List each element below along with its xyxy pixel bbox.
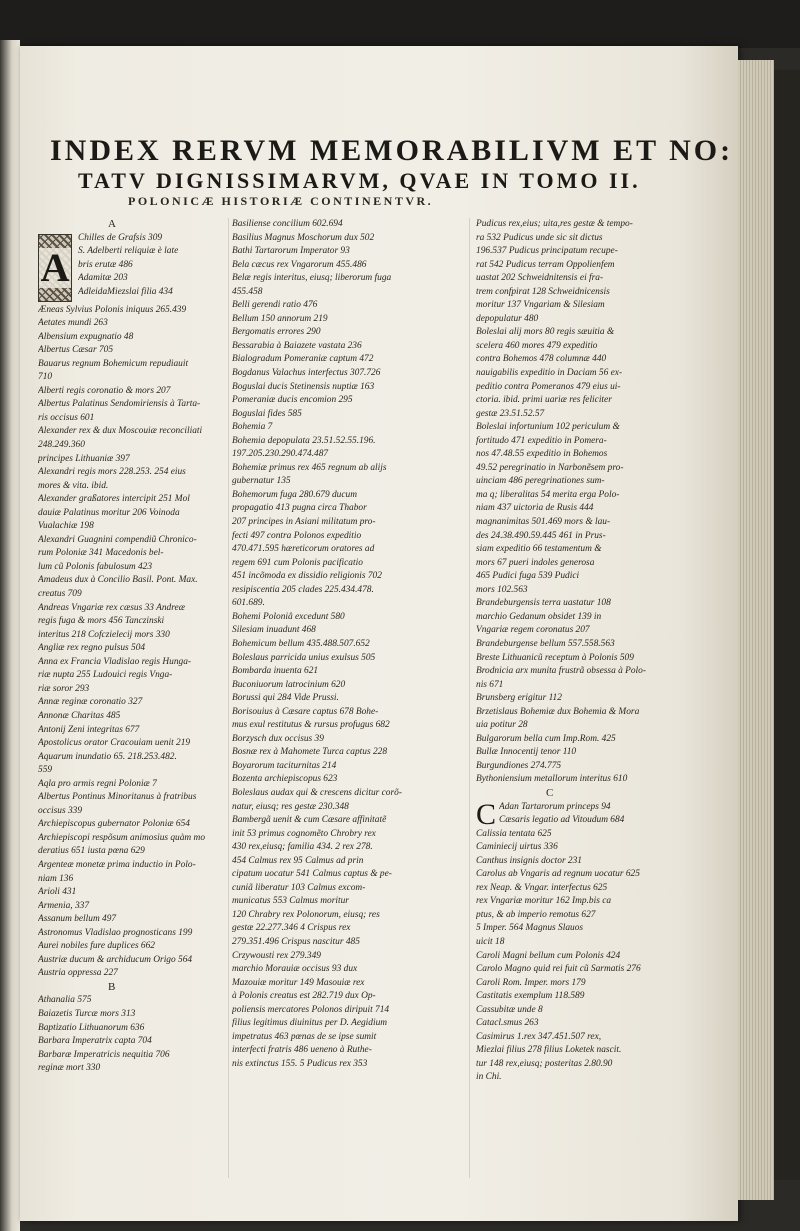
index-entry: Vngariæ regem coronatus 207 <box>476 625 590 636</box>
index-entry: Adamitæ 203 <box>78 273 128 284</box>
index-entry: lum cũ Polonis fabulosum 423 <box>38 561 153 572</box>
index-entry: Albertus Pontinus Minoritanus à fratribus <box>38 792 197 803</box>
index-entry: Austria oppressa 227 <box>38 968 118 979</box>
index-entry: Caminiecij uirtus 336 <box>476 842 558 853</box>
book-spine <box>0 40 20 1231</box>
index-entry: 279.351.496 Crispus nascitur 485 <box>232 936 360 947</box>
index-entry: Calissia tentata 625 <box>476 828 552 839</box>
index-entry: fortitudo 471 expeditio in Pomera- <box>476 435 607 446</box>
index-entry: propagatio 413 pugna circa Thabor <box>232 503 367 514</box>
index-entry: Assanum bellum 497 <box>38 914 117 925</box>
index-entry: AdleidaMiezslai filia 434 <box>78 286 173 297</box>
index-entry: Carolus ab Vngaris ad regnum uocatur 625 <box>476 869 640 880</box>
index-entry: Mazouiæ moritur 149 Masouiæ rex <box>232 977 365 988</box>
index-entry: Bohemorum fuga 280.679 ducum <box>232 489 357 500</box>
index-column-1 <box>38 218 223 1178</box>
index-entry: Belli gerendi ratio 476 <box>232 300 318 311</box>
index-entry: rex Vngariæ moritur 162 Imp.bis ca <box>476 896 612 907</box>
index-entry: Bessarabia à Baiazete vastata 236 <box>232 340 362 351</box>
index-entry: Bohemi Poloniâ excedunt 580 <box>232 611 345 622</box>
index-entry: deratius 651 iusta pœna 629 <box>38 846 145 857</box>
entries-a <box>38 304 223 981</box>
index-entry: Alexander graßatores intercipit 251 Mol <box>38 494 190 505</box>
index-entry: mus exul restitutus & rursus profugus 682 <box>232 720 390 731</box>
index-entry: Anna ex Francia Vladislao regis Hunga- <box>38 656 192 667</box>
index-entry: Alexander rex & dux Moscouiæ reconciliati <box>38 426 203 437</box>
index-entry: impetratus 463 pœnas de se ipse sumit <box>232 1031 377 1042</box>
index-entry: riæ nupta 255 Ludouici regis Vnga- <box>38 670 173 681</box>
index-entry: Bohemicum bellum 435.488.507.652 <box>232 638 370 649</box>
index-entry: 207 principes in Asiani militatum pro- <box>232 517 376 528</box>
index-entry: regis fuga & mors 456 Tanczinski <box>38 616 165 627</box>
section-letter-a: A <box>108 218 116 230</box>
index-entry: interitus 218 Cofczielecij mors 330 <box>38 629 170 640</box>
index-entry: 465 Pudici fuga 539 Pudici <box>476 571 580 582</box>
index-entry: magnanimitas 501.469 mors & lau- <box>476 517 611 528</box>
index-entry: Alexandri Guagnini compendiũ Chronico- <box>38 534 197 545</box>
index-entry: 451 incõmoda ex dissidio religionis 702 <box>232 571 382 582</box>
index-entry: fecti 497 contra Polonos expeditio <box>232 530 362 541</box>
index-entry: Barbaræ Imperatricis nequitia 706 <box>38 1049 170 1060</box>
index-entry: Belæ regis interitus, eiusq; liberorum fuga <box>232 273 392 284</box>
index-entry: Crzywousti rex 279.349 <box>232 950 321 961</box>
index-column-2 <box>232 218 462 1178</box>
index-entry: 196.537 Pudicus principatum recupe- <box>476 246 618 257</box>
index-entry: dauiæ Palatinus moritur 206 Voinoda <box>38 507 180 518</box>
index-entry: reginæ mort 330 <box>38 1063 101 1074</box>
index-entry: 454 Calmus rex 95 Calmus ad prin <box>232 855 364 866</box>
index-entry: Borisouius à Cæsare captus 678 Bohe- <box>232 706 379 717</box>
index-entry: niam 437 uictoria de Rusis 444 <box>476 503 594 514</box>
index-entry: uia potitur 28 <box>476 720 528 731</box>
index-entry: Annæ reginæ coronatio 327 <box>38 697 143 708</box>
index-entry: nis extinctus 155. 5 Pudicus rex 353 <box>232 1058 368 1069</box>
index-entry: depopulatur 480 <box>476 313 539 324</box>
index-entry: rex Neap. & Vngar. interfectus 625 <box>476 882 608 893</box>
index-entry: Angliæ rex regno pulsus 504 <box>38 643 146 654</box>
index-entry: cuniã liberatur 103 Calmus excom- <box>232 882 366 893</box>
index-entry: Boguslai fides 585 <box>232 408 302 419</box>
background-right <box>774 70 800 1180</box>
index-entry: Borzysch dux occisus 39 <box>232 733 324 744</box>
index-entry: Boleslaus audax qui & crescens dicitur corõ- <box>232 787 402 798</box>
index-entry: uicit 18 <box>476 936 505 947</box>
index-entry: resipiscentia 205 clades 225.434.478. <box>232 584 374 595</box>
index-entry: Basilius Magnus Moschorum dux 502 <box>232 232 375 243</box>
index-entry: Astronomus Vladislao prognosticans 199 <box>38 927 193 938</box>
index-entry: 601.689. <box>232 598 265 609</box>
index-entry: 248.249.360 <box>38 440 85 451</box>
index-entry: Castitatis exemplum 118.589 <box>476 991 585 1002</box>
index-entry: Brunsberg erigitur 112 <box>476 693 562 704</box>
index-entry: Boleslai alij mors 80 regis sæuitia & <box>476 327 615 338</box>
index-entry: Antonij Zeni integritas 677 <box>38 724 140 735</box>
index-entry: 455.458 <box>232 286 263 297</box>
index-entry: Argenteæ monetæ prima inductio in Polo- <box>38 859 196 870</box>
drop-cap-c: C <box>476 797 497 831</box>
index-entry: gestæ 23.51.52.57 <box>476 408 545 419</box>
index-entry: Barbara Imperatrix capta 704 <box>38 1036 152 1047</box>
index-entry: Bullæ Innocentij tenor 110 <box>476 747 577 758</box>
index-entry: init 53 primus cognomẽto Chrobry rex <box>232 828 376 839</box>
index-entry: Caroli Magni bellum cum Polonis 424 <box>476 950 621 961</box>
index-entry: Bohemia 7 <box>232 422 273 433</box>
index-title: INDEX RERVM MEMORABILIVM ET NO: <box>50 134 734 167</box>
entries-c-first <box>476 797 706 831</box>
index-entry: tur 148 rex,eiusq; posteritas 2.80.90 <box>476 1058 613 1069</box>
index-entry: Alexandri regis mors 228.253. 254 eius <box>38 467 186 478</box>
index-entry: Breste Lithuanicũ receptum à Polonis 509 <box>476 652 634 663</box>
index-entry: nis 671 <box>476 679 504 690</box>
index-entry: Chilles de Grafsis 309 <box>78 232 163 243</box>
index-entry: gubernatur 135 <box>232 476 291 487</box>
index-entry: Borussi qui 284 Vide Prussi. <box>232 693 339 704</box>
index-entry: 120 Chrabry rex Polonorum, eiusq; res <box>232 909 380 920</box>
index-entry: trem confpirat 128 Schweidnicensis <box>476 286 610 297</box>
index-entry: Austriæ ducum & archiducum Origo 564 <box>38 954 193 965</box>
index-entry: filius legitimus diuinitus per D. Aegidium <box>232 1018 388 1029</box>
index-entry: municatus 553 Calmus moritur <box>232 896 349 907</box>
index-entry: peditio contra Pomeranos 479 eius ui- <box>476 381 621 392</box>
index-entry: Bialogradum Pomeraniæ captum 472 <box>232 354 374 365</box>
index-entry: Archiepiscopi respõsum animosius quàm mo <box>38 832 206 843</box>
index-entry: Pudicus rex,eius; uita,res gestæ & tempo- <box>476 219 633 229</box>
index-entry: ra 532 Pudicus unde sic sit dictus <box>476 232 603 243</box>
index-entry: mors 102.563 <box>476 584 528 595</box>
index-entry: in Chi. <box>476 1072 502 1083</box>
index-entry: Pomeraniæ ducis encomion 295 <box>232 395 353 406</box>
index-entry: ctoria. ibid. primi uariæ res feliciter <box>476 395 612 406</box>
index-entry: Boyarorum taciturnitas 214 <box>232 760 337 771</box>
index-entry: 470.471.595 hæreticorum oratores ad <box>232 544 375 555</box>
index-entry: nos 47.48.55 expeditio in Bohemos <box>476 449 608 460</box>
index-entry: Æneas Sylvius Polonis iniquus 265.439 <box>38 304 187 315</box>
index-entry: Annonæ Charitas 485 <box>38 710 121 721</box>
index-entry: Boguslai ducis Stetinensis nuptiæ 163 <box>232 381 375 392</box>
index-entry: à Polonis creatus est 282.719 dux Op- <box>232 991 376 1002</box>
index-entry: Bosnæ rex à Mahomete Turca captus 228 <box>232 747 388 758</box>
index-entry: interfecti fratris 486 ueneno à Ruthe- <box>232 1045 372 1056</box>
index-entry: Arioli 431 <box>38 887 77 898</box>
index-entry: Cassubitæ unde 8 <box>476 1004 543 1015</box>
index-entry: Alberti regis coronatio & mors 207 <box>38 385 171 396</box>
column-divider <box>228 218 229 1178</box>
index-entry: creatus 709 <box>38 589 82 600</box>
index-entry: riæ soror 293 <box>38 683 90 694</box>
index-entry: nauigabilis expeditio in Daciam 56 ex- <box>476 368 623 379</box>
index-entry: Miezlai filius 278 filius Loketek nascit. <box>476 1045 622 1056</box>
index-entry: ma q; liberalitas 54 merita erga Polo- <box>476 489 620 500</box>
index-subtitle-2: POLONICÆ HISTORIÆ CONTINENTVR. <box>128 194 434 208</box>
index-entry: Bombarda inuenta 621 <box>232 666 319 677</box>
index-entry: Bellum 150 annorum 219 <box>232 313 328 324</box>
section-letter-c: C <box>546 786 554 799</box>
index-entry: 710 <box>38 372 53 383</box>
index-entry: regem 691 cum Polonis pacificatio <box>232 557 363 568</box>
index-entry: Bela cæcus rex Vngarorum 455.486 <box>232 259 367 270</box>
index-entry: Armenia, 337 <box>38 900 90 911</box>
index-entry: Cæsaris legatio ad Vitoudum 684 <box>499 815 625 826</box>
index-entry: Bogdanus Valachus interfectus 307.726 <box>232 368 381 379</box>
index-entry: rum Poloniæ 341 Macedonis bel- <box>38 548 164 559</box>
index-entry: Brodnicia arx munita frustrã obsessa à Polo- <box>476 666 646 677</box>
index-entry: Adan Tartarorum princeps 94 <box>499 801 611 812</box>
index-entry: 49.52 peregrinatio in Narbonẽsem pro- <box>476 462 624 473</box>
index-entry: rat 542 Pudicus terram Oppolienfem <box>476 259 615 270</box>
index-entry: Albertus Palatinus Sendomiriensis à Tarta- <box>38 399 201 410</box>
index-entry: natur, eiusq; res gestæ 230.348 <box>232 801 349 812</box>
entries-b-continued <box>232 218 462 1071</box>
index-entry: Boleslaus parricida unius exulsus 505 <box>232 652 376 663</box>
index-entry: 197.205.230.290.474.487 <box>232 449 329 460</box>
index-entry: mors 67 pueri indoles generosa <box>476 557 595 568</box>
index-entry: Bohemia depopulata 23.51.52.55.196. <box>232 435 376 446</box>
index-entry: Vualachiæ 198 <box>38 521 94 532</box>
index-entry: Brandeburgensis terra uastatur 108 <box>476 598 611 609</box>
page-edges <box>738 60 774 1200</box>
index-entry: occisus 339 <box>38 805 83 816</box>
entries-c <box>476 828 706 1085</box>
index-entry: Burgundiones 274.775 <box>476 760 562 771</box>
index-entry: 430 rex,eiusq; familia 434. 2 rex 278. <box>232 842 373 853</box>
index-column-3 <box>476 218 706 1178</box>
section-letter-b: B <box>108 980 116 993</box>
index-entry: Albensium expugnatio 48 <box>38 331 134 342</box>
index-entry: Athanalia 575 <box>38 995 92 1006</box>
index-entry: siam expeditio 66 testamentum & <box>476 544 602 555</box>
index-entry: Albertus Cæsar 705 <box>38 345 114 356</box>
index-entry: Aquarum inundatio 65. 218.253.482. <box>38 751 177 762</box>
index-entry: Basiliense concilium 602.694 <box>232 219 343 229</box>
index-entry: principes Lithuaniæ 397 <box>38 453 130 464</box>
index-entry: 5 Imper. 564 Magnus Slauos <box>476 923 584 934</box>
index-entry: des 24.38.490.59.445 461 in Prus- <box>476 530 606 541</box>
index-entry: Aqla pro armis regni Poloniæ 7 <box>38 778 157 789</box>
index-entry: marchio Morauiæ occisus 93 dux <box>232 964 358 975</box>
index-entry: Andreas Vngariæ rex cæsus 33 Andreæ <box>38 602 185 613</box>
index-entry: marchio Gedanum obsidet 139 in <box>476 611 602 622</box>
index-entry: Carolo Magno quid rei fuit cũ Sarmatis 276 <box>476 964 641 975</box>
index-entry: moritur 137 Vngariam & Silesiam <box>476 300 605 311</box>
index-entry: niam 136 <box>38 873 74 884</box>
index-entry: Boleslai infortunium 102 periculum & <box>476 422 620 433</box>
index-entry: S. Adelberti reliquiæ è late <box>78 246 179 257</box>
index-entry: cipatum uocatur 541 Calmus captus & pe- <box>232 869 392 880</box>
index-entry: scelera 460 mores 479 expeditio <box>476 340 598 351</box>
entries-b-end <box>476 218 706 787</box>
index-entry: Catacl.smus 263 <box>476 1018 539 1029</box>
index-entry: ris occisus 601 <box>38 412 95 423</box>
index-entry: Amadeus dux à Concilio Basil. Pont. Max. <box>38 575 198 586</box>
index-entry: Caroli Rom. Imper. mors 179 <box>476 977 586 988</box>
index-entry: Buconiuorum latrocinium 620 <box>232 679 346 690</box>
index-entry: uastat 202 Schweidnitensis ei fra- <box>476 273 604 284</box>
index-entry: Bohemiæ primus rex 465 regnum ab alijs <box>232 462 387 473</box>
index-entry: Bythoniensium metallorum interitus 610 <box>476 774 628 785</box>
index-entry: contra Bohemos 478 columnæ 440 <box>476 354 607 365</box>
index-entry: Baiazetis Turcæ mors 313 <box>38 1008 136 1019</box>
index-entry: Canthus insignis doctor 231 <box>476 855 582 866</box>
index-entry: gestæ 22.277.346 4 Crispus rex <box>232 923 351 934</box>
index-subtitle: TATV DIGNISSIMARVM, QVAE IN TOMO II. <box>78 168 641 193</box>
index-entry: Bauarus regnum Bohemicum repudiauit <box>38 358 189 369</box>
index-entry: Bulgarorum bella cum Imp.Rom. 425 <box>476 733 616 744</box>
index-entry: Apostolicus orator Cracouiam uenit 219 <box>38 738 191 749</box>
index-entry: Casimirus 1.rex 347.451.507 rex, <box>476 1031 602 1042</box>
index-entry: Brandeburgense bellum 557.558.563 <box>476 638 615 649</box>
index-entry: bris erutæ 486 <box>78 259 133 270</box>
index-entry: Aurei nobiles fure duplices 662 <box>38 941 155 952</box>
index-entry: Silesiam inuadunt 468 <box>232 625 316 636</box>
index-entry: Bathi Tartarorum Imperator 93 <box>232 246 350 257</box>
index-entry: Brzetislaus Bohemiæ dux Bohemia & Mora <box>476 706 640 717</box>
index-entry: Baptizatio Lithuanorum 636 <box>38 1022 145 1033</box>
index-entry: Bambergã uenit & cum Cæsare affinitatẽ <box>232 815 387 826</box>
column-divider <box>469 218 470 1178</box>
background-top <box>0 0 800 48</box>
index-entry: poliensis mercatores Polonos diripuit 714 <box>232 1004 390 1015</box>
index-entry: Archiepiscopus gubernator Poloniæ 654 <box>38 819 190 830</box>
index-entry: mores & vita. ibid. <box>38 480 109 491</box>
index-entry: 559 <box>38 765 53 776</box>
index-entry: Bergomatis errores 290 <box>232 327 321 338</box>
index-entry: uinciam 486 peregrinationes sum- <box>476 476 605 487</box>
index-entry: Aetates mundi 263 <box>38 318 108 329</box>
decorated-initial: A <box>38 234 72 302</box>
index-entry: ptus, & ab imperio remotus 627 <box>476 909 596 920</box>
entries-b <box>38 994 223 1075</box>
index-entry: Bozenta archiepiscopus 623 <box>232 774 338 785</box>
